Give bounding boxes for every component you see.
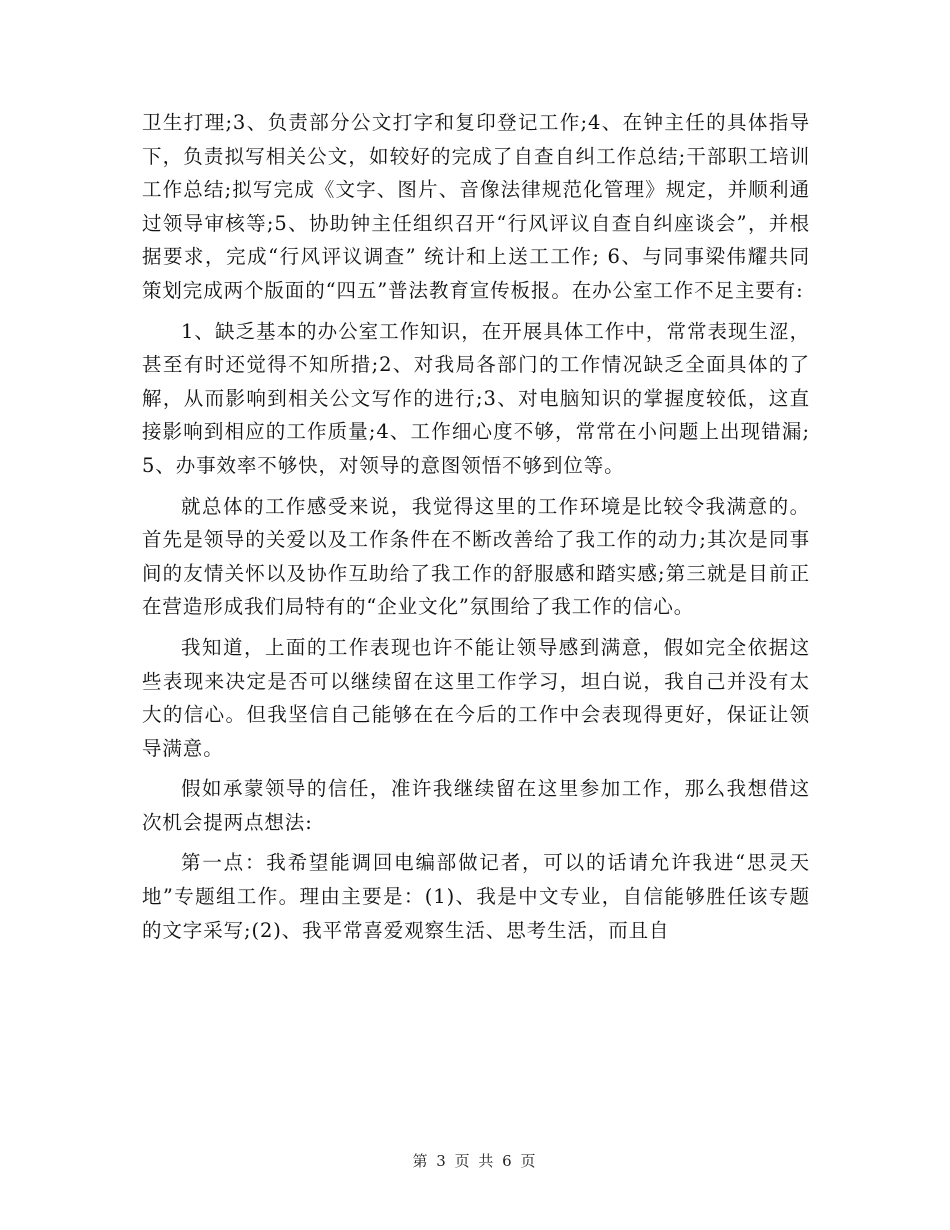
paragraph-1: 卫生打理;3、负责部分公文打字和复印登记工作;4、在钟主任的具体指导下，负责拟写相关公文，如较好的完成了自查自纠工作总结;干部职工培训工作总结;拟写完成《文字、图片、音像法律规范化管理》规定，并顺利通过领导审核等;5、协助钟主任组织召开“行风评议自查自纠座谈会”，并根据要求，完成“行风评议调查” 统计和上送工工作; 6、与同事梁伟耀共同策划完成两个版面的“四五”普法教育宣传板报。在办公室工作不足主要有: xyxy=(142,111,810,302)
document-body xyxy=(142,106,810,954)
paragraph-4: 我知道，上面的工作表现也许不能让领导感到满意，假如完全依据这些表现来决定是否可以继续留在这里工作学习，坦白说，我自己并没有太大的信心。但我坚信自己能够在在今后的工作中会表现得更好，保证让领导满意。 xyxy=(142,635,810,760)
page-number-footer: 第 3 页 共 6 页 xyxy=(412,1152,538,1170)
paragraph-5: 假如承蒙领导的信任，准许我继续留在这里参加工作，那么我想借这次机会提两点想法: xyxy=(142,777,810,834)
paragraph-6: 第一点：我希望能调回电编部做记者，可以的话请允许我进“思灵天地”专题组工作。理由主要是：(1)、我是中文专业，自信能够胜任该专题的文字采写;(2)、我平常喜爱观察生活、思考生活，而且自 xyxy=(142,851,810,942)
paragraph-3: 就总体的工作感受来说，我觉得这里的工作环境是比较令我满意的。首先是领导的关爱以及工作条件在不断改善给了我工作的动力;其次是同事间的友情关怀以及协作互助给了我工作的舒服感和踏实感;第三就是目前正在营造形成我们局特有的“企业文化”氛围给了我工作的信心。 xyxy=(142,494,810,619)
paragraph-2: 1、缺乏基本的办公室工作知识，在开展具体工作中，常常表现生涩，甚至有时还觉得不知所措;2、对我局各部门的工作情况缺乏全面具体的了解，从而影响到相关公文写作的进行;3、对电脑知识的掌握度较低，这直接影响到相应的工作质量;4、工作细心度不够，常常在小问题上出现错漏;5、办事效率不够快，对领导的意图领悟不够到位等。 xyxy=(142,319,810,477)
